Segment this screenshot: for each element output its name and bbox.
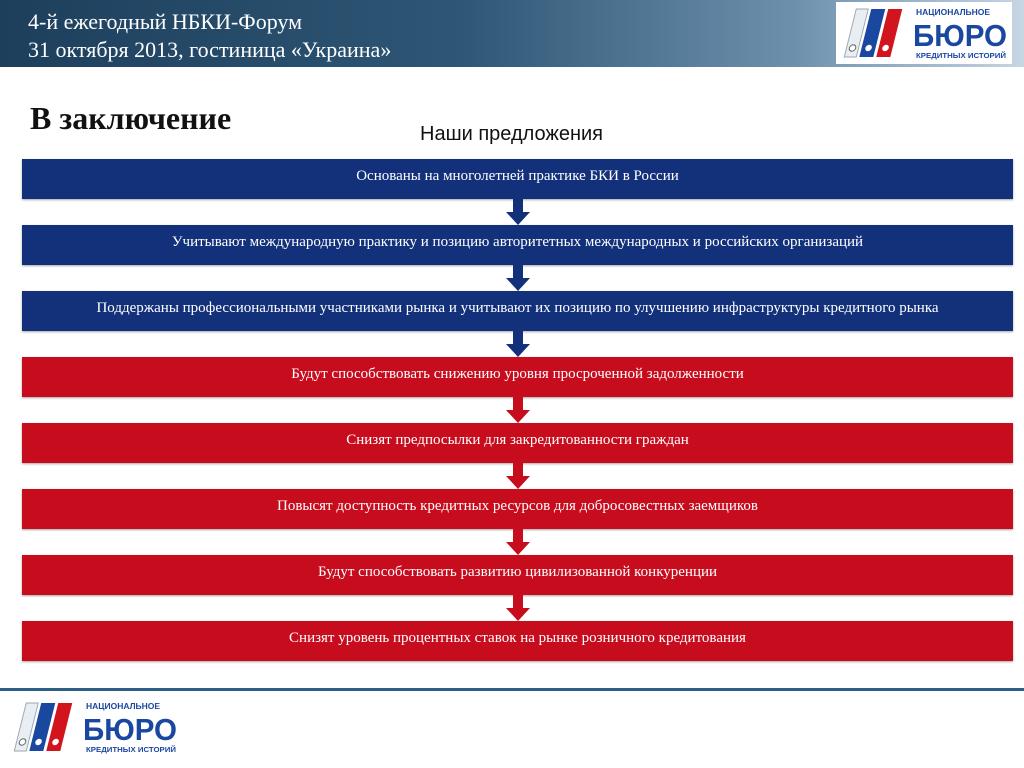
section-subtitle: Наши предложения bbox=[420, 123, 603, 145]
header-event-date-venue: 31 октября 2013, гостиница «Украина» bbox=[28, 37, 392, 62]
down-arrow-icon bbox=[506, 463, 530, 489]
logo-bottom-word: КРЕДИТНЫХ ИСТОРИЙ bbox=[86, 747, 167, 754]
flow-step bbox=[22, 621, 1013, 661]
flow-step bbox=[22, 159, 1013, 199]
logo-top-word: НАЦИОНАЛЬНОЕ bbox=[86, 701, 161, 711]
flow-step bbox=[22, 225, 1013, 265]
down-arrow-icon bbox=[506, 397, 530, 423]
flow-step-text: Будут способствовать развитию цивилизованной конкуренции bbox=[317, 563, 718, 580]
flow-step bbox=[22, 291, 1013, 331]
flow-step-text: Снизят предпосылки для закредитованности граждан bbox=[346, 431, 689, 448]
footer-divider bbox=[0, 688, 1024, 691]
proposals-flow bbox=[22, 159, 1013, 661]
flow-step bbox=[22, 423, 1013, 463]
flow-step-text: Снизят уровень процентных ставок на рынке розничного кредитования bbox=[289, 629, 746, 646]
flow-step-text: Будут способствовать снижению уровня просроченной задолженности bbox=[291, 365, 744, 382]
nbki-logo bbox=[836, 2, 1012, 64]
down-arrow-icon bbox=[506, 529, 530, 555]
down-arrow-icon bbox=[506, 331, 530, 357]
down-arrow-icon bbox=[506, 199, 530, 225]
flow-step bbox=[22, 357, 1013, 397]
flow-step bbox=[22, 489, 1013, 529]
down-arrow-icon bbox=[506, 595, 530, 621]
header-event-title: 4-й ежегодный НБКИ-Форум bbox=[28, 9, 303, 34]
logo-top-word: НАЦИОНАЛЬНОЕ bbox=[916, 7, 991, 17]
logo-main-word: БЮРО bbox=[913, 18, 1007, 53]
logo-bottom-word: КРЕДИТНЫХ ИСТОРИЙ bbox=[916, 53, 997, 60]
logo-main-word: БЮРО bbox=[83, 712, 177, 747]
flow-step-text: Основаны на многолетней практике БКИ в России bbox=[356, 167, 679, 184]
page-title: В заключение bbox=[30, 100, 232, 136]
down-arrow-icon bbox=[506, 265, 530, 291]
flow-step-text: Повысят доступность кредитных ресурсов для добросовестных заемщиков bbox=[277, 497, 758, 514]
flow-step-text: Учитывают международную практику и позицию авторитетных международных и российских организаций bbox=[171, 233, 864, 250]
nbki-logo-footer bbox=[6, 696, 182, 758]
binders-icon bbox=[14, 703, 72, 751]
flow-step-text: Поддержаны профессиональными участниками рынка и учитывают их позицию по улучшению инфраструктуры кредитного рынка bbox=[96, 299, 939, 316]
flow-step bbox=[22, 555, 1013, 595]
